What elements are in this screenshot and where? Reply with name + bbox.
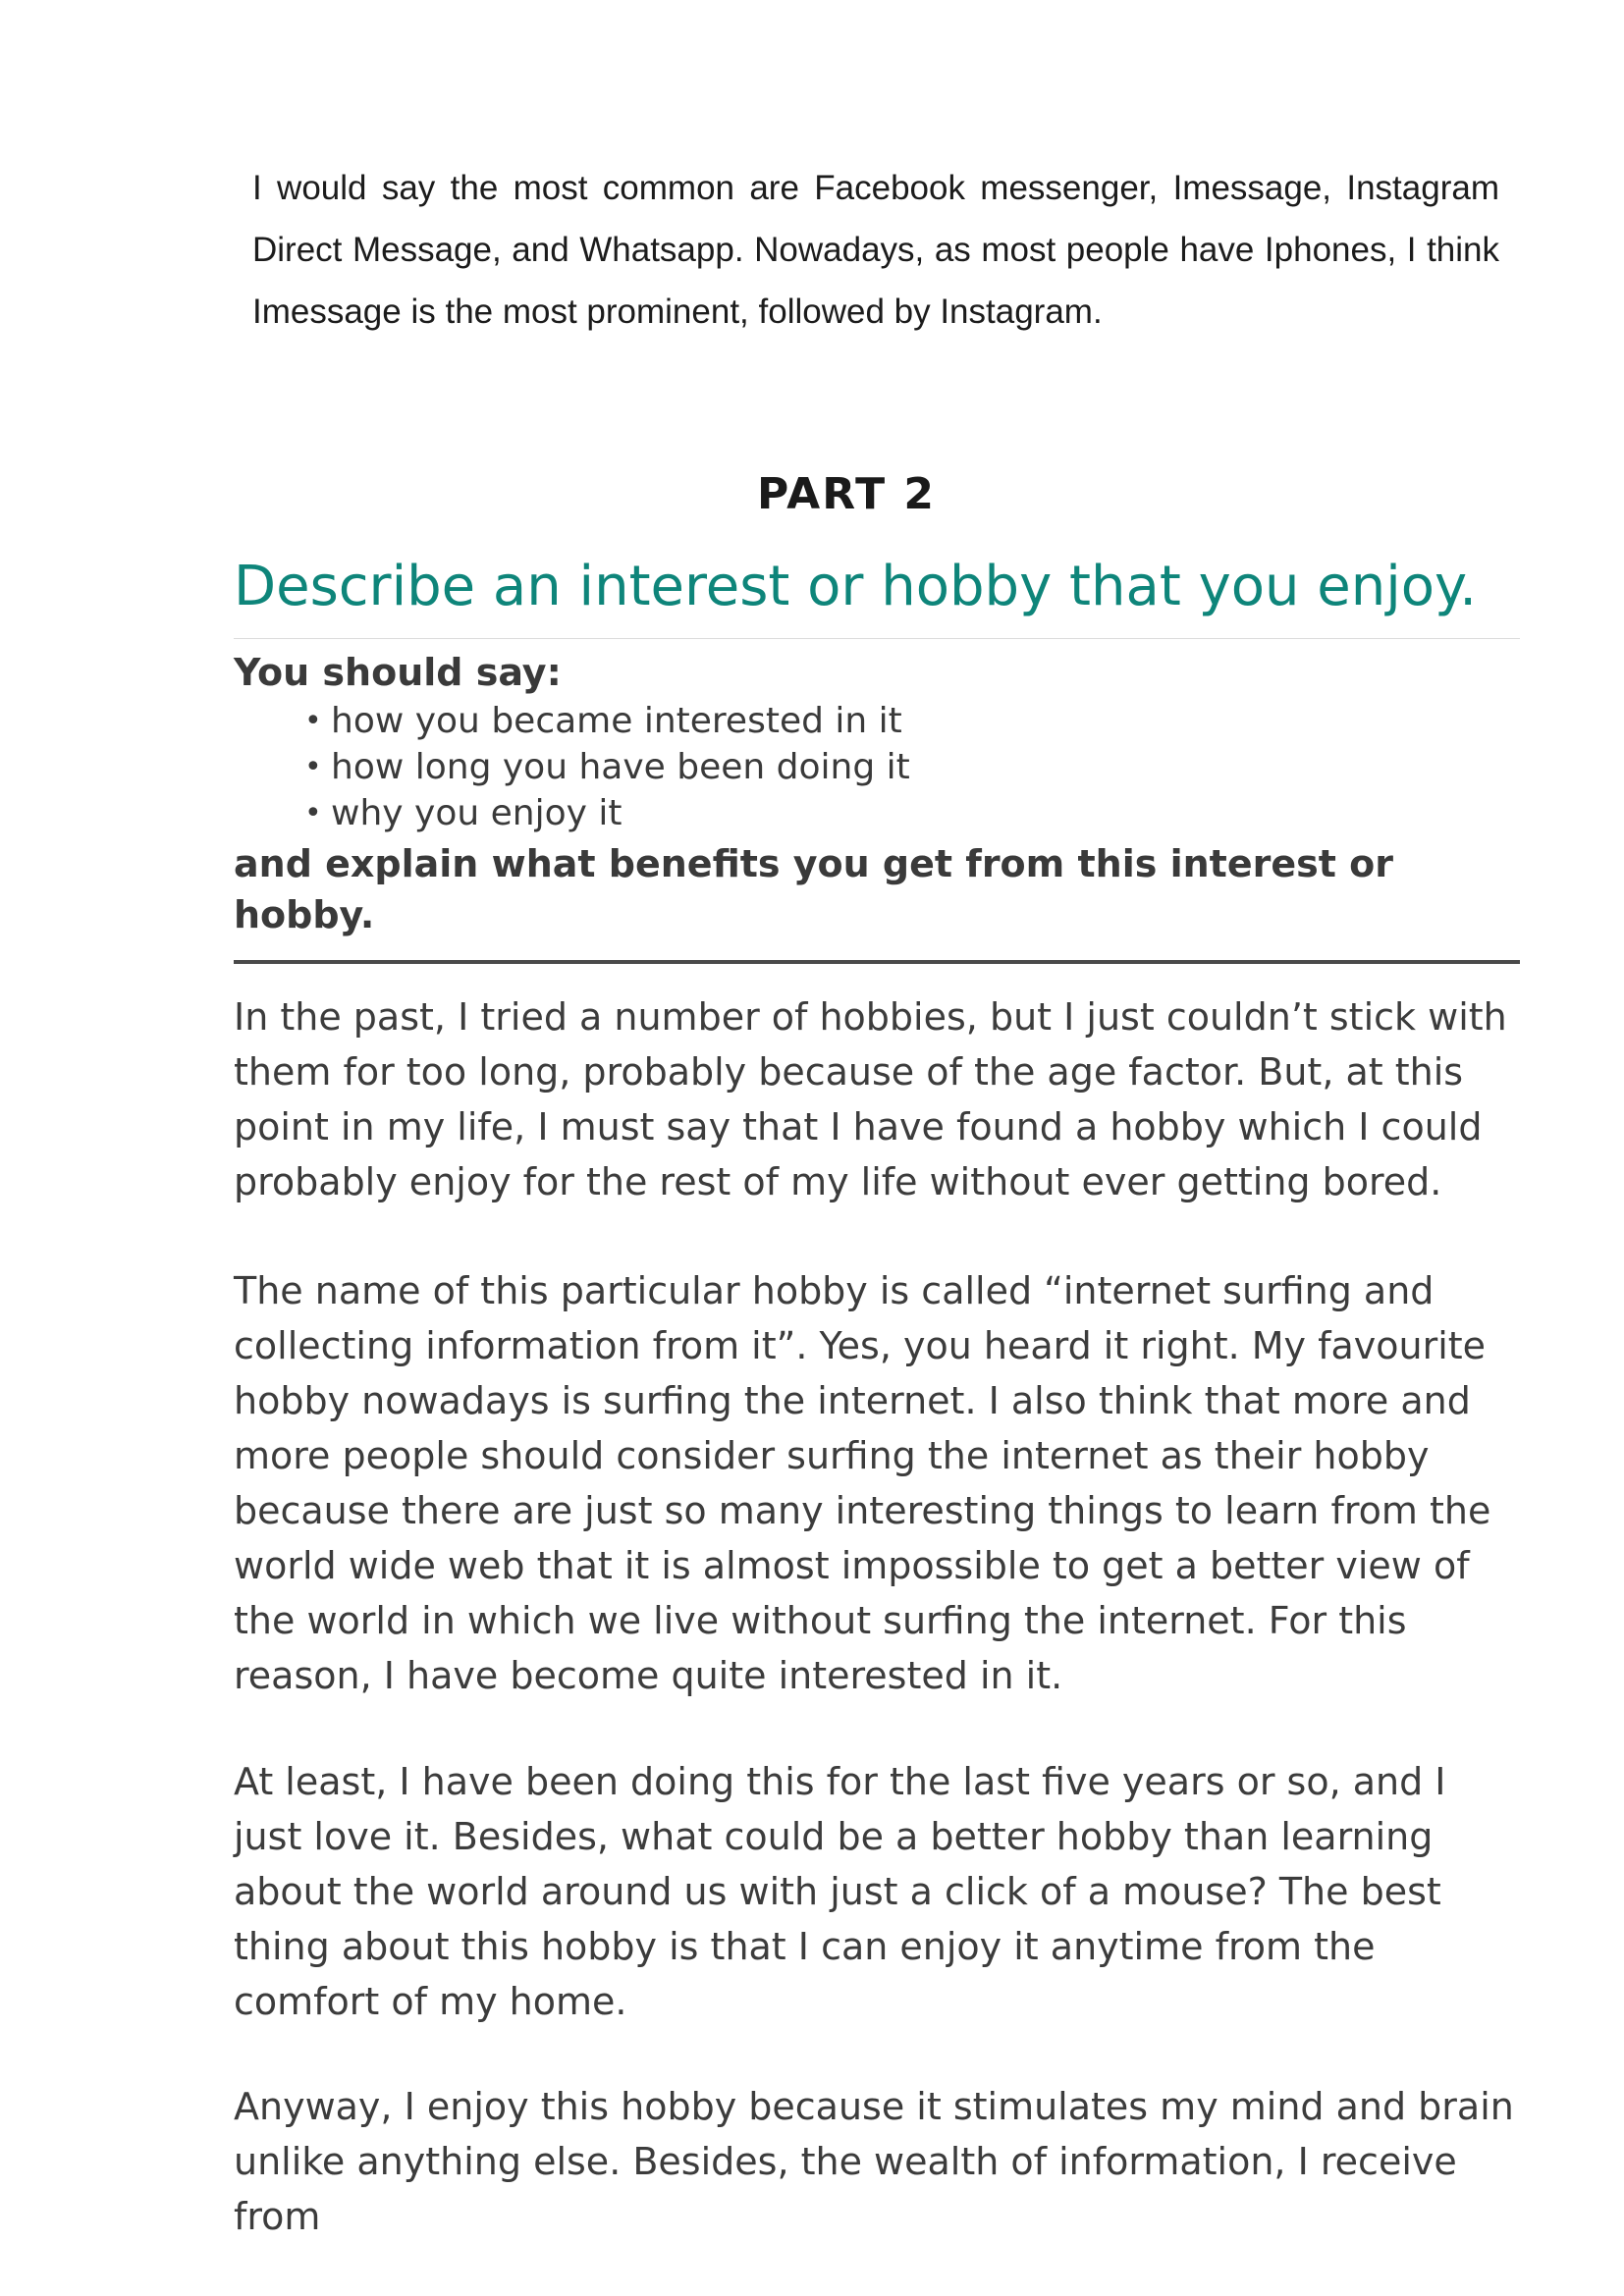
- answer-paragraph: Anyway, I enjoy this hobby because it stimulates my mind and brain unlike anything else. Besides, the wealth of information, I receive from: [234, 2085, 1514, 2238]
- prompt-list: [234, 698, 1520, 836]
- answer-paragraph: At least, I have been doing this for the last five years or so, and I just love it. Besides, what could be a better hobby than learning about the world around us with just a click of a mouse? The best thing about this hobby is that I can enjoy it anytime from the comfort of my home.: [234, 1760, 1446, 2023]
- prompt-text: why you enjoy it: [331, 793, 623, 833]
- part-heading: PART 2: [756, 469, 937, 519]
- topic-title: Describe an interest or hobby that you enjoy.: [234, 550, 1520, 639]
- bullet-icon: •: [304, 704, 322, 738]
- prompt-item: [304, 698, 1520, 744]
- should-say-label: You should say:: [234, 651, 562, 694]
- cue-card-section: [234, 550, 1520, 2244]
- prompt-item: [304, 790, 1520, 836]
- bullet-icon: •: [304, 750, 322, 784]
- bullet-icon: •: [304, 796, 322, 830]
- answer-paragraph: In the past, I tried a number of hobbies, but I just couldn’t stick with them for too long, probably because of the age factor. But, at this point in my life, I must say that I have found a hobby which I could probably enjoy for the rest of my life without ever getting bored.: [234, 995, 1507, 1203]
- sample-answer: [234, 989, 1520, 2244]
- explain-line: and explain what benefits you get from this interest or hobby.: [234, 838, 1520, 964]
- prompt-text: how you became interested in it: [331, 701, 902, 741]
- intro-paragraph: I would say the most common are Facebook messenger, Imessage, Instagram Direct Message, and Whatsapp. Nowadays, as most people have Iphones, I think Imessage is the most prominent, followed by Instagram.: [252, 169, 1499, 331]
- prompt-item: [304, 744, 1520, 790]
- prompt-text: how long you have been doing it: [331, 747, 910, 787]
- answer-paragraph: The name of this particular hobby is called “internet surfing and collecting information from it”. Yes, you heard it right. My favourite hobby nowadays is surfing the internet. I also think that more and more people should consider surfing the internet as their hobby because there are just so many interesting things to learn from the world wide web that it is almost impossible to get a better view of the world in which we live without surfing the internet. For this reason, I have become quite interested in it.: [234, 1269, 1491, 1697]
